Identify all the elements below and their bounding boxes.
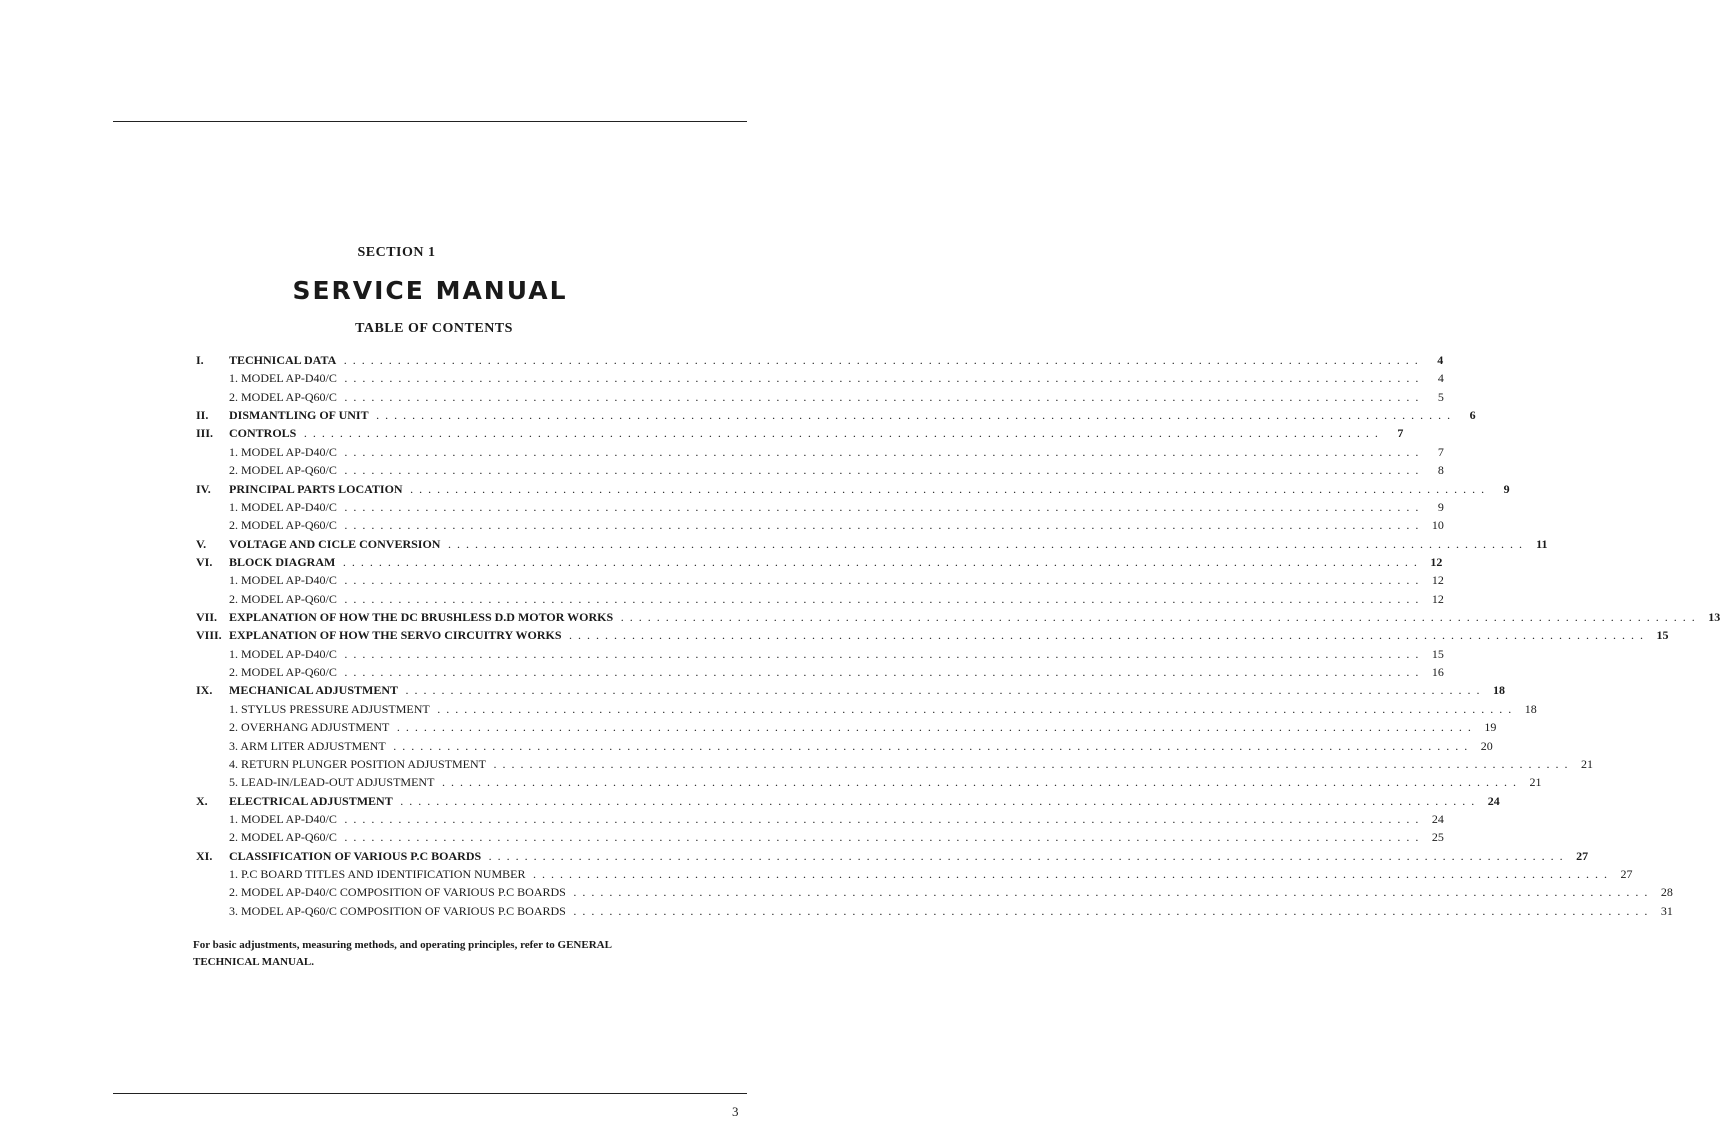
toc-entry-number: VI. <box>196 554 213 569</box>
dot-leader: . . . . . . . . . . . . . . . . . . . . . . . . . . . . . . . . . . . . . . . . . . . . . . . . . . . . . . . . . . . . . . . . . . . . . . . . . . . . . . . . . . . . . . . . . . . . . . . . . . . . . . . . . . . . . . . . . . . . . . . . <box>371 408 1452 423</box>
section-label: SECTION 1 <box>357 245 436 260</box>
dot-leader: . . . . . . . . . . . . . . . . . . . . . . . . . . . . . . . . . . . . . . . . . . . . . . . . . . . . . . . . . . . . . . . . . . . . . . . . . . . . . . . . . . . . . . . . . . . . . . . . . . . . . . . . . . . . . . . . . . . . . . . . <box>339 371 1420 386</box>
toc-entry-label: 1. STYLUS PRESSURE ADJUSTMENT <box>229 700 433 718</box>
toc-entry-number: VIII. <box>196 628 222 643</box>
toc-entry-number: V. <box>196 536 207 551</box>
toc-entry-number: I. <box>196 353 204 367</box>
bottom-rule <box>113 1093 747 1094</box>
toc-entry-label: 2. MODEL AP-Q60/C <box>229 590 340 608</box>
page-number: 3 <box>732 1104 739 1119</box>
toc-entry <box>196 810 1444 828</box>
toc-entry <box>196 516 1444 534</box>
toc-entry <box>196 792 1500 810</box>
dot-leader: . . . . . . . . . . . . . . . . . . . . . . . . . . . . . . . . . . . . . . . . . . . . . . . . . . . . . . . . . . . . . . . . . . . . . . . . . . . . . . . . . . . . . . . . . . . . . . . . . . . . . . . . . . . . . . . . . . . . . . . . <box>339 665 1420 680</box>
toc-entry-page: 12 <box>1431 573 1444 588</box>
toc-entry-page: 24 <box>1431 811 1444 826</box>
toc-entry-page: 16 <box>1431 665 1444 680</box>
dot-leader: . . . . . . . . . . . . . . . . . . . . . . . . . . . . . . . . . . . . . . . . . . . . . . . . . . . . . . . . . . . . . . . . . . . . . . . . . . . . . . . . . . . . . . . . . . . . . . . . . . . . . . . . . . . . . . . . . . . . . . . . <box>339 811 1420 826</box>
toc-title: TABLE OF CONTENTS <box>355 321 513 336</box>
toc-entry-page: 21 <box>1529 775 1542 790</box>
dot-leader: . . . . . . . . . . . . . . . . . . . . . . . . . . . . . . . . . . . . . . . . . . . . . . . . . . . . . . . . . . . . . . . . . . . . . . . . . . . . . . . . . . . . . . . . . . . . . . . . . . . . . . . . . . . . . . . . . . . . . . . . <box>405 481 1486 496</box>
toc-entry <box>196 626 1669 644</box>
dot-leader: . . . . . . . . . . . . . . . . . . . . . . . . . . . . . . . . . . . . . . . . . . . . . . . . . . . . . . . . . . . . . . . . . . . . . . . . . . . . . . . . . . . . . . . . . . . . . . . . . . . . . . . . . . . . . . . . . . . . . . . . <box>395 793 1476 808</box>
toc-entry-number: IV. <box>196 481 211 496</box>
dot-leader: . . . . . . . . . . . . . . . . . . . . . . . . . . . . . . . . . . . . . . . . . . . . . . . . . . . . . . . . . . . . . . . . . . . . . . . . . . . . . . . . . . . . . . . . . . . . . . . . . . . . . . . . . . . . . . . . . . . . . . . . <box>392 720 1473 735</box>
toc-entry-page: 25 <box>1431 830 1444 845</box>
toc-entry <box>196 608 1720 626</box>
toc-entry-page: 15 <box>1431 646 1444 661</box>
toc-entry-page: 19 <box>1484 720 1497 735</box>
dot-leader: . . . . . . . . . . . . . . . . . . . . . . . . . . . . . . . . . . . . . . . . . . . . . . . . . . . . . . . . . . . . . . . . . . . . . . . . . . . . . . . . . . . . . . . . . . . . . . . . . . . . . . . . . . . . . . . . . . . . . . . . <box>616 610 1697 625</box>
toc-entry-page: 10 <box>1431 518 1444 533</box>
dot-leader: . . . . . . . . . . . . . . . . . . . . . . . . . . . . . . . . . . . . . . . . . . . . . . . . . . . . . . . . . . . . . . . . . . . . . . . . . . . . . . . . . . . . . . . . . . . . . . . . . . . . . . . . . . . . . . . . . . . . . . . . <box>568 885 1649 900</box>
toc-entry <box>196 700 1537 718</box>
toc-entry <box>196 351 1444 369</box>
toc-entry-label: TECHNICAL DATA <box>229 351 339 369</box>
dot-leader: . . . . . . . . . . . . . . . . . . . . . . . . . . . . . . . . . . . . . . . . . . . . . . . . . . . . . . . . . . . . . . . . . . . . . . . . . . . . . . . . . . . . . . . . . . . . . . . . . . . . . . . . . . . . . . . . . . . . . . . . <box>339 444 1420 459</box>
dot-leader: . . . . . . . . . . . . . . . . . . . . . . . . . . . . . . . . . . . . . . . . . . . . . . . . . . . . . . . . . . . . . . . . . . . . . . . . . . . . . . . . . . . . . . . . . . . . . . . . . . . . . . . . . . . . . . . . . . . . . . . . <box>489 756 1570 771</box>
toc-entry <box>196 865 1633 883</box>
dot-leader: . . . . . . . . . . . . . . . . . . . . . . . . . . . . . . . . . . . . . . . . . . . . . . . . . . . . . . . . . . . . . . . . . . . . . . . . . . . . . . . . . . . . . . . . . . . . . . . . . . . . . . . . . . . . . . . . . . . . . . . . <box>339 353 1420 367</box>
toc-entry <box>196 718 1497 736</box>
toc-entry-page: 7 <box>1437 444 1444 459</box>
toc-entry-label: 3. ARM LITER ADJUSTMENT <box>229 737 389 755</box>
dot-leader: . . . . . . . . . . . . . . . . . . . . . . . . . . . . . . . . . . . . . . . . . . . . . . . . . . . . . . . . . . . . . . . . . . . . . . . . . . . . . . . . . . . . . . . . . . . . . . . . . . . . . . . . . . . . . . . . . . . . . . . . <box>437 775 1518 790</box>
toc-entry-page: 15 <box>1656 628 1669 643</box>
toc-entry <box>196 480 1510 498</box>
toc-entry-label: MECHANICAL ADJUSTMENT <box>229 681 401 699</box>
toc-entry-number: II. <box>196 408 209 423</box>
toc-entry <box>196 424 1404 442</box>
toc-entry-page: 24 <box>1487 793 1500 808</box>
toc-entry <box>196 883 1673 901</box>
toc-entry-label: PRINCIPAL PARTS LOCATION <box>229 480 406 498</box>
toc-entry <box>196 755 1594 773</box>
toc-entry <box>196 847 1589 865</box>
toc-entry-number: VII. <box>196 610 218 625</box>
toc-entry-page: 12 <box>1431 591 1444 606</box>
dot-leader: . . . . . . . . . . . . . . . . . . . . . . . . . . . . . . . . . . . . . . . . . . . . . . . . . . . . . . . . . . . . . . . . . . . . . . . . . . . . . . . . . . . . . . . . . . . . . . . . . . . . . . . . . . . . . . . . . . . . . . . . <box>339 518 1420 533</box>
toc-entry-label: DISMANTLING OF UNIT <box>229 406 372 424</box>
toc-entry-label: EXPLANATION OF HOW THE SERVO CIRCUITRY WORKS <box>229 626 565 644</box>
toc-entry-label: 1. MODEL AP-D40/C <box>229 810 340 828</box>
toc-entry-label: 2. MODEL AP-Q60/C <box>229 516 340 534</box>
toc-entry <box>196 773 1542 791</box>
toc-entry <box>196 645 1444 663</box>
toc-entry-page: 27 <box>1620 867 1633 882</box>
toc-entry <box>196 535 1548 553</box>
toc-entry-page: 8 <box>1437 463 1444 478</box>
toc-entry-label: VOLTAGE AND CICLE CONVERSION <box>229 535 443 553</box>
manual-title: SERVICE MANUAL <box>292 276 568 305</box>
dot-leader: . . . . . . . . . . . . . . . . . . . . . . . . . . . . . . . . . . . . . . . . . . . . . . . . . . . . . . . . . . . . . . . . . . . . . . . . . . . . . . . . . . . . . . . . . . . . . . . . . . . . . . . . . . . . . . . . . . . . . . . . <box>339 830 1420 845</box>
reference-note: For basic adjustments, measuring methods, and operating principles, refer to GENERAL TECHNICAL MANUAL. <box>193 939 612 968</box>
toc-entry-number: X. <box>196 793 208 808</box>
toc-entry-page: 4 <box>1437 353 1444 367</box>
toc-entry <box>196 590 1444 608</box>
dot-leader: . . . . . . . . . . . . . . . . . . . . . . . . . . . . . . . . . . . . . . . . . . . . . . . . . . . . . . . . . . . . . . . . . . . . . . . . . . . . . . . . . . . . . . . . . . . . . . . . . . . . . . . . . . . . . . . . . . . . . . . . <box>388 738 1469 753</box>
toc-entry <box>196 553 1443 571</box>
dot-leader: . . . . . . . . . . . . . . . . . . . . . . . . . . . . . . . . . . . . . . . . . . . . . . . . . . . . . . . . . . . . . . . . . . . . . . . . . . . . . . . . . . . . . . . . . . . . . . . . . . . . . . . . . . . . . . . . . . . . . . . . <box>484 848 1565 863</box>
toc-entry <box>196 461 1444 479</box>
toc-entry-page: 9 <box>1437 499 1444 514</box>
toc-entry-page: 28 <box>1660 885 1673 900</box>
toc-entry-page: 31 <box>1660 903 1673 918</box>
toc-entry-label: 1. MODEL AP-D40/C <box>229 645 340 663</box>
toc-entry-number: XI. <box>196 848 213 863</box>
toc-entry-label: CONTROLS <box>229 424 299 442</box>
toc-entry-label: ELECTRICAL ADJUSTMENT <box>229 792 396 810</box>
dot-leader: . . . . . . . . . . . . . . . . . . . . . . . . . . . . . . . . . . . . . . . . . . . . . . . . . . . . . . . . . . . . . . . . . . . . . . . . . . . . . . . . . . . . . . . . . . . . . . . . . . . . . . . . . . . . . . . . . . . . . . . . <box>339 463 1420 478</box>
toc-entry-page: 7 <box>1397 426 1404 441</box>
toc-entry <box>196 828 1444 846</box>
dot-leader: . . . . . . . . . . . . . . . . . . . . . . . . . . . . . . . . . . . . . . . . . . . . . . . . . . . . . . . . . . . . . . . . . . . . . . . . . . . . . . . . . . . . . . . . . . . . . . . . . . . . . . . . . . . . . . . . . . . . . . . . <box>339 591 1420 606</box>
toc-entry-page: 18 <box>1493 683 1506 698</box>
toc-entry-label: 2. MODEL AP-Q60/C <box>229 663 340 681</box>
toc-entry <box>196 681 1506 699</box>
toc-entry-label: 1. P.C BOARD TITLES AND IDENTIFICATION NUMBER <box>229 865 528 883</box>
toc-entry <box>196 388 1444 406</box>
dot-leader: . . . . . . . . . . . . . . . . . . . . . . . . . . . . . . . . . . . . . . . . . . . . . . . . . . . . . . . . . . . . . . . . . . . . . . . . . . . . . . . . . . . . . . . . . . . . . . . . . . . . . . . . . . . . . . . . . . . . . . . . <box>339 646 1420 661</box>
dot-leader: . . . . . . . . . . . . . . . . . . . . . . . . . . . . . . . . . . . . . . . . . . . . . . . . . . . . . . . . . . . . . . . . . . . . . . . . . . . . . . . . . . . . . . . . . . . . . . . . . . . . . . . . . . . . . . . . . . . . . . . . <box>443 536 1524 551</box>
toc-entry-label: 2. MODEL AP-Q60/C <box>229 461 340 479</box>
toc-entry-label: 2. MODEL AP-Q60/C <box>229 828 340 846</box>
toc-entry-label: 2. OVERHANG ADJUSTMENT <box>229 718 392 736</box>
toc-entry-page: 12 <box>1430 554 1443 569</box>
dot-leader: . . . . . . . . . . . . . . . . . . . . . . . . . . . . . . . . . . . . . . . . . . . . . . . . . . . . . . . . . . . . . . . . . . . . . . . . . . . . . . . . . . . . . . . . . . . . . . . . . . . . . . . . . . . . . . . . . . . . . . . . <box>339 573 1420 588</box>
table-of-contents <box>196 351 1720 920</box>
toc-entry-label: 1. MODEL AP-D40/C <box>229 369 340 387</box>
toc-entry-label: 2. MODEL AP-D40/C COMPOSITION OF VARIOUS P.C BOARDS <box>229 883 569 901</box>
toc-entry <box>196 498 1444 516</box>
toc-entry-page: 9 <box>1503 481 1510 496</box>
toc-entry-label: 1. MODEL AP-D40/C <box>229 498 340 516</box>
toc-entry-label: BLOCK DIAGRAM <box>229 553 338 571</box>
toc-entry <box>196 737 1493 755</box>
toc-entry-label: 2. MODEL AP-Q60/C <box>229 388 340 406</box>
toc-entry <box>196 663 1444 681</box>
toc-entry-page: 21 <box>1581 756 1594 771</box>
toc-entry-page: 27 <box>1576 848 1589 863</box>
dot-leader: . . . . . . . . . . . . . . . . . . . . . . . . . . . . . . . . . . . . . . . . . . . . . . . . . . . . . . . . . . . . . . . . . . . . . . . . . . . . . . . . . . . . . . . . . . . . . . . . . . . . . . . . . . . . . . . . . . . . . . . . <box>339 499 1420 514</box>
toc-entry-label: CLASSIFICATION OF VARIOUS P.C BOARDS <box>229 847 484 865</box>
toc-entry-label: 5. LEAD-IN/LEAD-OUT ADJUSTMENT <box>229 773 437 791</box>
toc-entry-page: 4 <box>1437 371 1444 386</box>
dot-leader: . . . . . . . . . . . . . . . . . . . . . . . . . . . . . . . . . . . . . . . . . . . . . . . . . . . . . . . . . . . . . . . . . . . . . . . . . . . . . . . . . . . . . . . . . . . . . . . . . . . . . . . . . . . . . . . . . . . . . . . . <box>432 701 1513 716</box>
toc-entry <box>196 571 1444 589</box>
dot-leader: . . . . . . . . . . . . . . . . . . . . . . . . . . . . . . . . . . . . . . . . . . . . . . . . . . . . . . . . . . . . . . . . . . . . . . . . . . . . . . . . . . . . . . . . . . . . . . . . . . . . . . . . . . . . . . . . . . . . . . . . <box>338 554 1419 569</box>
toc-entry-page: 18 <box>1524 701 1537 716</box>
toc-entry-label: 1. MODEL AP-D40/C <box>229 571 340 589</box>
toc-entry-label: 4. RETURN PLUNGER POSITION ADJUSTMENT <box>229 755 489 773</box>
dot-leader: . . . . . . . . . . . . . . . . . . . . . . . . . . . . . . . . . . . . . . . . . . . . . . . . . . . . . . . . . . . . . . . . . . . . . . . . . . . . . . . . . . . . . . . . . . . . . . . . . . . . . . . . . . . . . . . . . . . . . . . . <box>564 628 1645 643</box>
toc-entry <box>196 443 1444 461</box>
dot-leader: . . . . . . . . . . . . . . . . . . . . . . . . . . . . . . . . . . . . . . . . . . . . . . . . . . . . . . . . . . . . . . . . . . . . . . . . . . . . . . . . . . . . . . . . . . . . . . . . . . . . . . . . . . . . . . . . . . . . . . . . <box>339 389 1420 404</box>
dot-leader: . . . . . . . . . . . . . . . . . . . . . . . . . . . . . . . . . . . . . . . . . . . . . . . . . . . . . . . . . . . . . . . . . . . . . . . . . . . . . . . . . . . . . . . . . . . . . . . . . . . . . . . . . . . . . . . . . . . . . . . . <box>568 903 1649 918</box>
toc-entry <box>196 406 1476 424</box>
dot-leader: . . . . . . . . . . . . . . . . . . . . . . . . . . . . . . . . . . . . . . . . . . . . . . . . . . . . . . . . . . . . . . . . . . . . . . . . . . . . . . . . . . . . . . . . . . . . . . . . . . . . . . . . . . . . . . . . . . . . . . . . <box>299 426 1380 441</box>
dot-leader: . . . . . . . . . . . . . . . . . . . . . . . . . . . . . . . . . . . . . . . . . . . . . . . . . . . . . . . . . . . . . . . . . . . . . . . . . . . . . . . . . . . . . . . . . . . . . . . . . . . . . . . . . . . . . . . . . . . . . . . . <box>528 867 1609 882</box>
dot-leader: . . . . . . . . . . . . . . . . . . . . . . . . . . . . . . . . . . . . . . . . . . . . . . . . . . . . . . . . . . . . . . . . . . . . . . . . . . . . . . . . . . . . . . . . . . . . . . . . . . . . . . . . . . . . . . . . . . . . . . . . <box>401 683 1482 698</box>
toc-entry-page: 6 <box>1469 408 1476 423</box>
toc-entry-number: III. <box>196 426 214 441</box>
toc-entry-page: 5 <box>1437 389 1444 404</box>
toc-entry-label: 3. MODEL AP-Q60/C COMPOSITION OF VARIOUS P.C BOARDS <box>229 902 569 920</box>
top-rule <box>113 121 747 122</box>
toc-entry-label: EXPLANATION OF HOW THE DC BRUSHLESS D.D MOTOR WORKS <box>229 608 616 626</box>
toc-entry-number: IX. <box>196 683 213 698</box>
toc-entry <box>196 902 1673 920</box>
toc-entry-page: 20 <box>1480 738 1493 753</box>
toc-entry <box>196 369 1444 387</box>
toc-entry-page: 13 <box>1708 610 1720 625</box>
toc-entry-page: 11 <box>1536 536 1548 551</box>
toc-entry-label: 1. MODEL AP-D40/C <box>229 443 340 461</box>
